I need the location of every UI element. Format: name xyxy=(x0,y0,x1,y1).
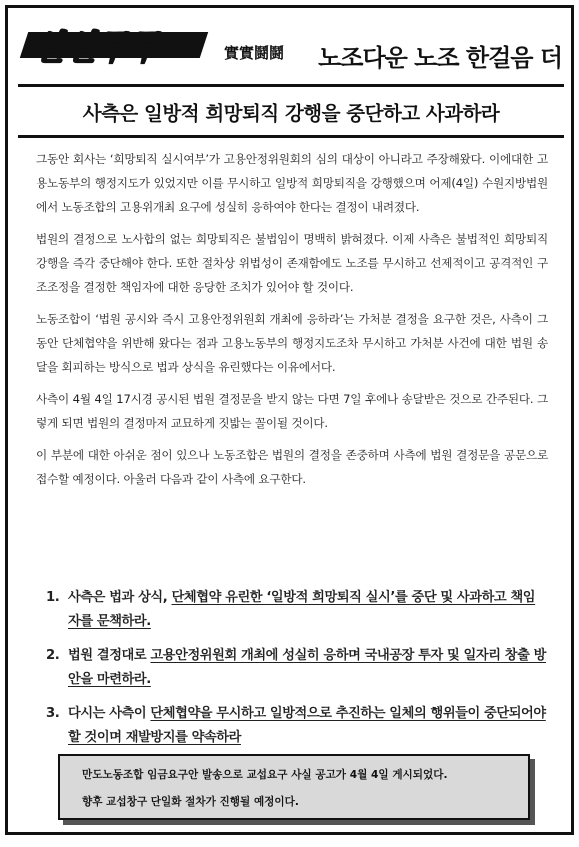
demand-lead: 다시는 사측이 xyxy=(68,706,151,721)
demand-text xyxy=(68,586,546,634)
demand-number: 1. xyxy=(46,590,60,605)
page-title: 사측은 일방적 희망퇴직 강행을 중단하고 사과하라 xyxy=(82,102,500,125)
notice-box xyxy=(58,754,530,820)
paragraph: 노동조합이 ‘법원 공시와 즉시 고용안정위원회 개최에 응하라’는 가처분 결정을 요구한 것은, 사측이 그동안 단체협약을 위반해 왔다는 점과 고용노동부의 행정지도조차 무시하고 가처분 사건에 대한 법원 송달을 회피하는 방식으로 법과 상식을 유린했다는 이유에서다. xyxy=(36,312,548,374)
paragraph: 사측이 4월 4일 17시경 공시된 법원 결정문을 받지 않는 다면 7일 후에나 송달받은 것으로 간주된다. 그렇게 되면 법원의 결정마저 교묘하게 짓밟는 꼴이될 것이다. xyxy=(36,392,548,430)
paragraph: 이 부분에 대한 아쉬운 점이 있으나 노동조합은 법원의 결정을 존중하며 사측에 법원 결정문을 공문으로 접수할 예정이다. 아울러 다음과 같이 사측에 요구한다. xyxy=(36,448,548,486)
demand-text xyxy=(68,702,546,750)
demand-item xyxy=(46,586,546,634)
demands-list xyxy=(46,586,546,760)
demand-emphasis: 고용안정위원회 개최에 성실히 응하며 국내공장 투자 및 일자리 창출 방안을 마련하라. xyxy=(68,648,546,687)
demand-number: 2. xyxy=(46,648,60,663)
logo-hanja: 實實鬪鬪 xyxy=(224,44,285,62)
title-rule-top xyxy=(18,84,564,87)
paragraph: 그동안 회사는 ‘희망퇴직 실시여부’가 고용안정위원회의 심의 대상이 아니라고 주장해왔다. 이에대한 고용노동부의 행정지도가 있었지만 이를 무시하고 일방적 희망퇴직을 강행했으며 어제(4일) 수원지방법원에서 노동조합의 고용위개최 요구에 성실히 응하여야 한다는 결정이 내려졌다. xyxy=(36,152,548,214)
notice-line: 향후 교섭창구 단일화 절차가 진행될 예정이다. xyxy=(82,796,299,808)
demand-item xyxy=(46,644,546,692)
demand-item xyxy=(46,702,546,750)
demand-text xyxy=(68,644,546,692)
slogan: 노조다운 노조 한걸음 더 xyxy=(318,44,562,72)
logo-text: 실실투투 xyxy=(32,28,160,68)
demand-lead: 법원 결정대로 xyxy=(68,648,151,663)
flyer-page xyxy=(5,5,574,835)
title-rule-bottom xyxy=(18,135,564,138)
paragraph: 법원의 결정으로 노사합의 없는 희망퇴직은 불법임이 명백히 밝혀졌다. 이제 사측은 불법적인 희망퇴직 강행을 즉각 중단해야 한다. 또한 절차상 위법성이 존재함에도 노조를 무시하고 선제적이고 공격적인 구조조정을 결정한 책임자에 대한 응당한 조치가 있어야 할 것이다. xyxy=(36,232,548,294)
body-text xyxy=(36,147,548,499)
demand-number: 3. xyxy=(46,706,60,721)
notice-line: 만도노동조합 임금요구안 발송으로 교섭요구 사실 공고가 4월 4일 게시되었다. xyxy=(82,769,448,781)
demand-emphasis: 단체협약을 무시하고 일방적으로 추진하는 일체의 행위들이 중단되어야 할 것이며 재발방지를 약속하라 xyxy=(68,706,546,745)
demand-emphasis: 단체협약 유린한 ‘일방적 희망퇴직 실시’를 중단 및 사과하고 책임자를 문책하라. xyxy=(68,590,536,629)
header xyxy=(18,16,564,76)
demand-lead: 사측은 법과 상식, xyxy=(68,590,172,605)
logo xyxy=(24,20,214,68)
